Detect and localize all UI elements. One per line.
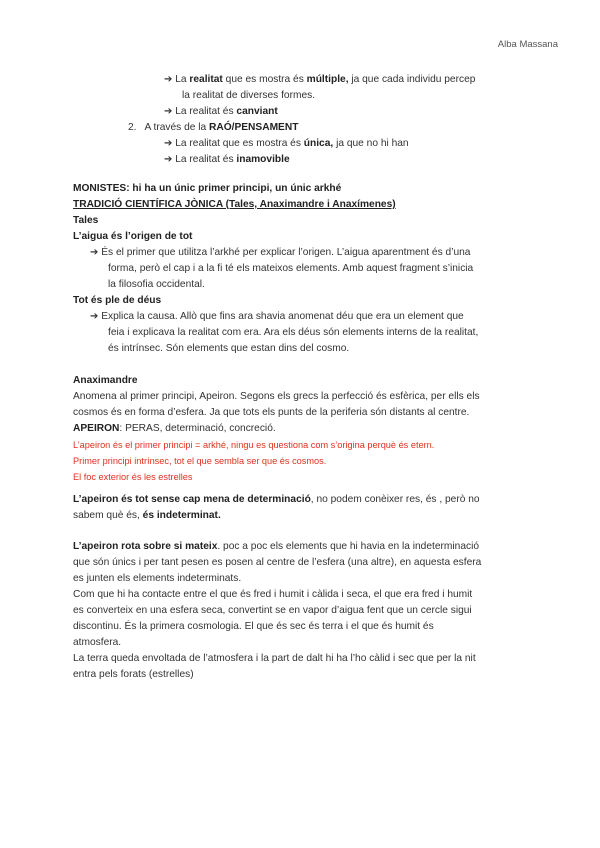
bullet-inamovible: ➔ La realitat és inamovible	[164, 152, 290, 168]
apeiron-red-line-1: L’apeiron és el primer principi = arkhé, ningu es questiona com s’origina perquè és etern.	[73, 440, 435, 450]
arrow-icon: ➔	[164, 106, 173, 117]
bullet-realitat-multiple: ➔ La realitat que es mostra és múltiple, ja que cada individu percep	[164, 72, 475, 88]
arrow-icon: ➔	[90, 247, 99, 258]
bullet-continuation: la realitat de diverses formes.	[182, 90, 316, 101]
anaximandre-heading: Anaximandre	[73, 375, 138, 386]
list-item-rao: 2. A través de la RAÓ/PENSAMENT	[128, 122, 299, 133]
bullet-canviant: ➔ La realitat és canviant	[164, 104, 278, 120]
aigua-heading: L’aigua és l’origen de tot	[73, 231, 193, 242]
arrow-icon: ➔	[90, 311, 99, 322]
deus-line-3: és intrínsec. Són elements que estan dins del cosmo.	[108, 343, 350, 354]
deus-line-2: feia i explicava la realitat com era. Ara els déus són elements interns de la realitat,	[108, 327, 479, 338]
rota-line-1: L’apeiron rota sobre si mateix. poc a poc els elements que hi havia en la indeterminació	[73, 541, 480, 552]
header-author: Alba Massana	[497, 39, 558, 50]
rota-line-3: es junten els elements indeterminats.	[73, 573, 242, 584]
tradicio-subtitle: TRADICIÓ CIENTÍFICA JÒNICA (Tales, Anaximandre i Anaxímenes)	[73, 199, 396, 210]
bullet-unica: ➔ La realitat que es mostra és única, ja que no hi han	[164, 136, 409, 152]
anaximandre-line-2: cosmos és en forma d’esfera. Ja que tots els punts de la periferia són distants al centre.	[73, 407, 470, 418]
arrow-icon: ➔	[164, 138, 173, 149]
tales-heading: Tales	[73, 215, 99, 226]
rota-line-8: La terra queda envoltada de l’atmosfera i la part de dalt hi ha l’ho càlid i sec que per la nit	[73, 653, 476, 664]
apeiron-red-line-2: Primer principi intrínsec, tot el que sembla ser que és cosmos.	[73, 456, 327, 466]
aigua-line-2: forma, però el cap i a la fi té els mateixos elements. Amb aquest fragment s’inicia	[108, 263, 474, 274]
rota-line-2: que són únics i per tant pesen es posen al centre de l’esfera (una altre), en aquesta esfera	[73, 557, 482, 568]
rota-line-7: atmosfera.	[73, 637, 122, 648]
arrow-icon: ➔	[164, 74, 173, 85]
apeiron-red-line-3: El foc exterior és les estrelles	[73, 472, 193, 482]
indeterminat-line-1: L’apeiron és tot sense cap mena de determinació, no podem conèixer res, és , però no	[73, 494, 480, 505]
rota-line-9: entra pels forats (estrelles)	[73, 669, 194, 680]
aigua-line-1: ➔ És el primer que utilitza l’arkhé per explicar l’origen. L’aigua aparentment és d’una	[90, 245, 470, 261]
deus-heading: Tot és ple de déus	[73, 295, 162, 306]
rota-line-4: Com que hi ha contacte entre el que és fred i humit i càlida i seca, el que era fred i humit	[73, 589, 473, 600]
anaximandre-line-1: Anomena al primer principi, Apeiron. Segons els grecs la perfecció és esfèrica, per ells els	[73, 391, 480, 402]
rota-line-6: discontinu. És la primera cosmologia. El que és sec és terra i el que és humit és	[73, 621, 434, 632]
deus-line-1: ➔ Explica la causa. Allò que fins ara shavia anomenat déu que era un element que	[90, 309, 464, 325]
monistes-title: MONISTES: hi ha un únic primer principi, un únic arkhé	[73, 183, 342, 194]
apeiron-line: APEIRON: PERAS, determinació, concreció.	[73, 423, 276, 434]
rota-line-5: es converteix en una esfera seca, convertint se en vapor d’aigua fent que un cercle sigui	[73, 605, 472, 616]
arrow-icon: ➔	[164, 154, 173, 165]
indeterminat-line-2: sabem què és, és indeterminat.	[73, 510, 221, 521]
aigua-line-3: la filosofia occidental.	[108, 279, 205, 290]
